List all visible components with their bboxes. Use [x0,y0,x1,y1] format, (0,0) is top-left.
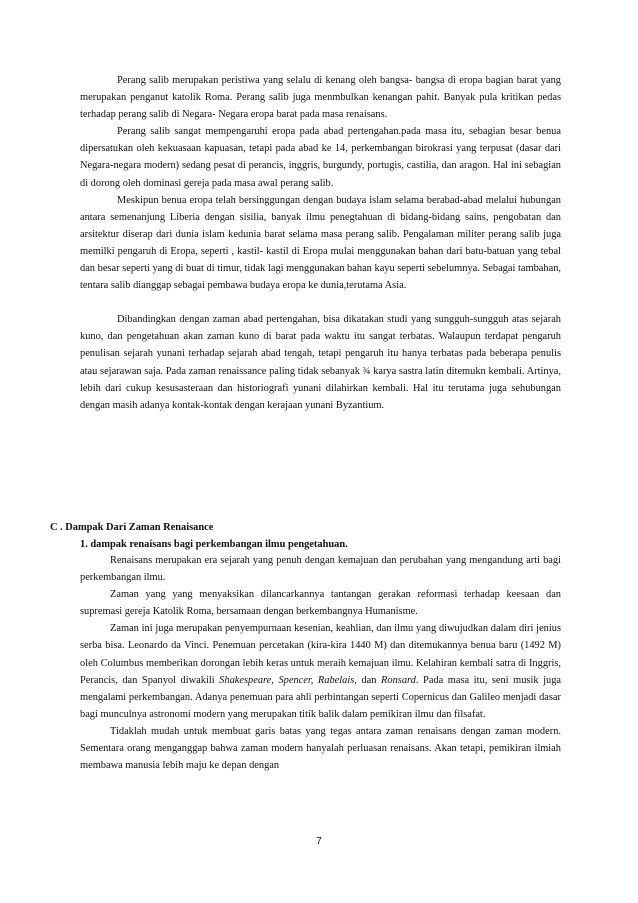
paragraph: Zaman yang yang menyaksikan dilancarkannya tantangan gerakan reformasi terhadap keesaan dan supremasi gereja Katolik Roma, bersamaan dengan berkembangnya Humanisme. [80,589,561,618]
paragraph: Tidaklah mudah untuk membuat garis batas yang tegas antara zaman renaisans dengan zaman modern. Sementara orang menganggap bahwa zaman modern hanyalah perluasan renaisans. Akan tetapi, pemikiran ilmiah membawa manusia lebih maju ke depan dengan [80,725,561,772]
section-subheading: 1. dampak renaisans bagi perkembangan ilmu pengetahuan. [80,539,348,551]
paragraph: Renaisans merupakan era sejarah yang penuh dengan kemajuan dan perubahan yang mengandung arti bagi perkembangan ilmu. [80,555,561,584]
paragraph-text: Zaman ini juga merupakan penyempurnaan kesenian, keahlian, dan ilmu yang diwujudkan dalam diri jenius serba bisa. Leonardo da Vinci. Penemuan percetakan (kira-kira 1440 M) dan ditemukannya benua baru (1492 M) oleh Columbus memberikan dorongan lebih keras untuk meraih kemajuan ilmu. Kelahiran kembali satra di Inggris, Perancis, dan Spanyol diwakili [80,623,561,686]
author-name: Ronsard [381,674,416,686]
page-number: 7 [316,836,322,847]
paragraph: Perang salib sangat mempengaruhi eropa pada abad pertengahan.pada masa itu, sebagian besar benua dipersatukan oleh kekuasaan kapuasan, tetapi pada abad ke 14, perkembangan birokrasi yang terpusat (dasar dari Negara-negara modern) sedang pesat di perancis, inggris, burgundy, portugis, castilia, dan aragon. Hal ini sebagian di dorong oleh dominasi gereja pada masa awal perang salib. [80,126,561,189]
author-names: Shakespeare, Spencer, Rabelais, [219,674,357,686]
paragraph [80,620,561,723]
paragraph-text: dan [356,674,382,686]
section-header [50,519,561,553]
body-text-upper [80,72,561,414]
paragraph: Dibandingkan dengan zaman abad pertengahan, bisa dikatakan studi yang sungguh-sungguh atas sejarah kuno, dan pengetahuan akan zaman kuno di barat pada waktu itu sangat terbatas. Walaupun terdapat pengaruh penulisan sejarah yunani terhadap sejarah abad tengah, tetapi pengaruh itu hanya terbatas pada beberapa penulis atau sejarawan saja. Pada zaman renaissance paling tidak sebanyak ¾ karya sastra latin ditemukn kembali. Artinya, lebih dari cukup kesusasteraan dan historiografi yunani dilahirkan kembali. Hal itu terutama juga sehubungan dengan masih adanya kontak-kontak dengan kerajaan yunani Byzantium. [80,314,561,411]
section-heading: C . Dampak Dari Zaman Renaisance [50,522,214,533]
paragraph-text: . Pada masa itu, seni musik juga mengalami perkembangan. Adanya penemuan para ahli perbintangan seperti Copernicus dan Galileo menjadi dasar bagi munculnya astronomi modern yang merupakan titik balik dalam pemikiran ilmu dan filsafat. [80,674,562,720]
body-text-lower [80,552,561,774]
paragraph: Perang salib merupakan peristiwa yang selalu di kenang oleh bangsa- bangsa di eropa bagian barat yang merupakan penganut katolik Roma. Perang salib juga menmbulkan kenangan pahit. Banyak pula kritikan pedas terhadap perang salib di Negara- Negara eropa barat pada masa renaisans. [80,75,561,121]
paragraph: Meskipun benua eropa telah bersinggungan dengan budaya islam selama berabad-abad melalui hubungan antara semenanjung Liberia dengan sisilia, banyak ilmu penegtahuan di bidang-bidang sains, pengobatan dan arsitektur diserap dari dunia islam kedunia barat selama masa perang salib. Pengalaman militer perang salib juga memilki pengaruh di Eropa, seperti , kastil- kastil di Eropa mulai menggunakan bahan dari batu-batuan yang tebal dan besar seperti yang di buat di timur, tidak lagi menggunakan bahan kayu seperti sebelumnya. Sebagai tambahan, tentara salib dianggap sebagai pembawa budaya eropa ke dunia,terutama Asia. [80,194,561,292]
